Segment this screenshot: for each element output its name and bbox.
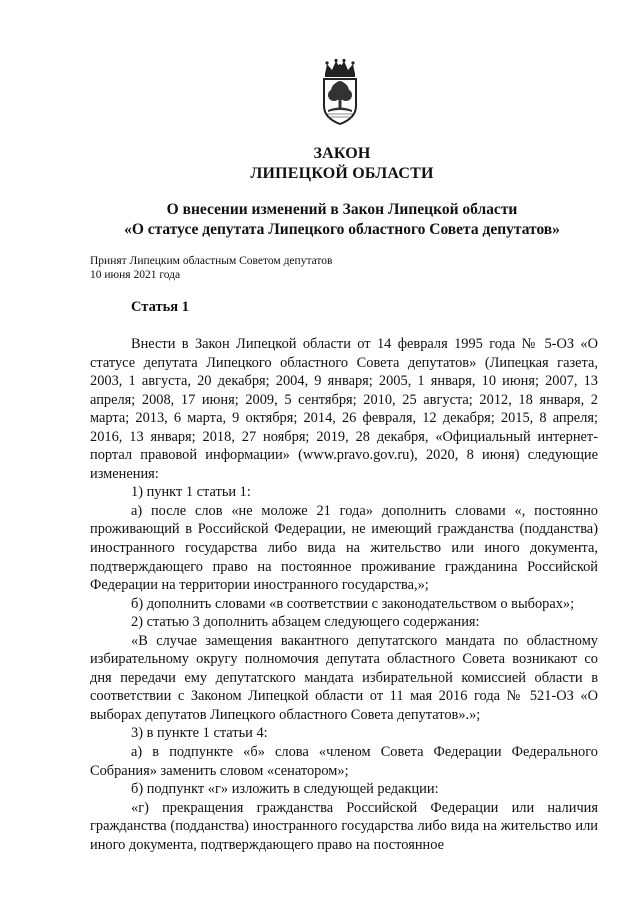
paragraph: б) дополнить словами «в соответствии с законодательством о выборах»; (131, 595, 575, 612)
law-subject-line-2: «О статусе депутата Липецкого областного Совета депутатов» (124, 221, 560, 238)
paragraph: Внести в Закон Липецкой области от 14 февраля 1995 года № 5-ОЗ «О статусе депутата Липецкого областного Совета депутатов» (Липецкая газета, 2003, 1 августа, 20 декабря; 2004, 9 января; 2005, 1 января, 10 июня; 2007, 13 апреля; 2008, 17 июня; 2009, 5 сентября; 2010, 25 августа; 2012, 18 января, 2 марта; 2013, 6 марта, 9 октября; 2014, 26 февраля, 12 декабря; 2015, 8 апреля; 2016, 13 января; 2018, 27 ноября; 2019, 28 декабря, «Официальный интернет-портал правовой информации» (www.pravo.gov.ru), 2020, 8 июня) следующие изменения: (90, 336, 598, 482)
adoption-date: 10 июня 2021 года (90, 269, 181, 281)
article-heading: Статья 1 (131, 299, 189, 315)
paragraph: «г) прекращения гражданства Российской Федерации или наличия гражданства (подданства) иностранного государства либо вида на жительство или иного документа, подтверждающего право на постоянное (90, 799, 598, 853)
paragraph: «В случае замещения вакантного депутатского мандата по областному избирательному округу полномочия депутата областного Совета возникают со дня передачи ему депутатского мандата избирательной комиссией области в соответствии с Законом Липецкой области от 11 мая 2016 года № 521-ОЗ «О выборах депутатов Липецкого областного Совета депутатов».»; (90, 632, 598, 723)
law-subject-line-1: О внесении изменений в Закон Липецкой области (166, 201, 518, 218)
law-region-title: ЛИПЕЦКОЙ ОБЛАСТИ (250, 165, 434, 182)
paragraph: а) после слов «не моложе 21 года» дополнить словами «, постоянно проживающий в Российской Федерации, не имеющий гражданства (подданства) иностранного государства либо вида на жительство или иного документа, подтверждающего право на постоянное проживание гражданина Российской Федерации на территории иностранного государства,»; (90, 502, 598, 594)
paragraph: 3) в пункте 1 статьи 4: (131, 725, 268, 742)
coat-of-arms-icon (315, 58, 365, 126)
paragraph: б) подпункт «г» изложить в следующей редакции: (131, 781, 439, 798)
paragraph: а) в подпункте «б» слова «членом Совета Федерации Федерального Собрания» заменить словом «сенатором»; (90, 744, 598, 779)
adoption-body: Принят Липецким областным Советом депутатов (90, 255, 333, 267)
paragraph: 2) статью 3 дополнить абзацем следующего содержания: (131, 614, 480, 631)
law-title: ЗАКОН (313, 145, 371, 162)
article-body (90, 335, 598, 854)
paragraph: 1) пункт 1 статьи 1: (131, 484, 251, 501)
